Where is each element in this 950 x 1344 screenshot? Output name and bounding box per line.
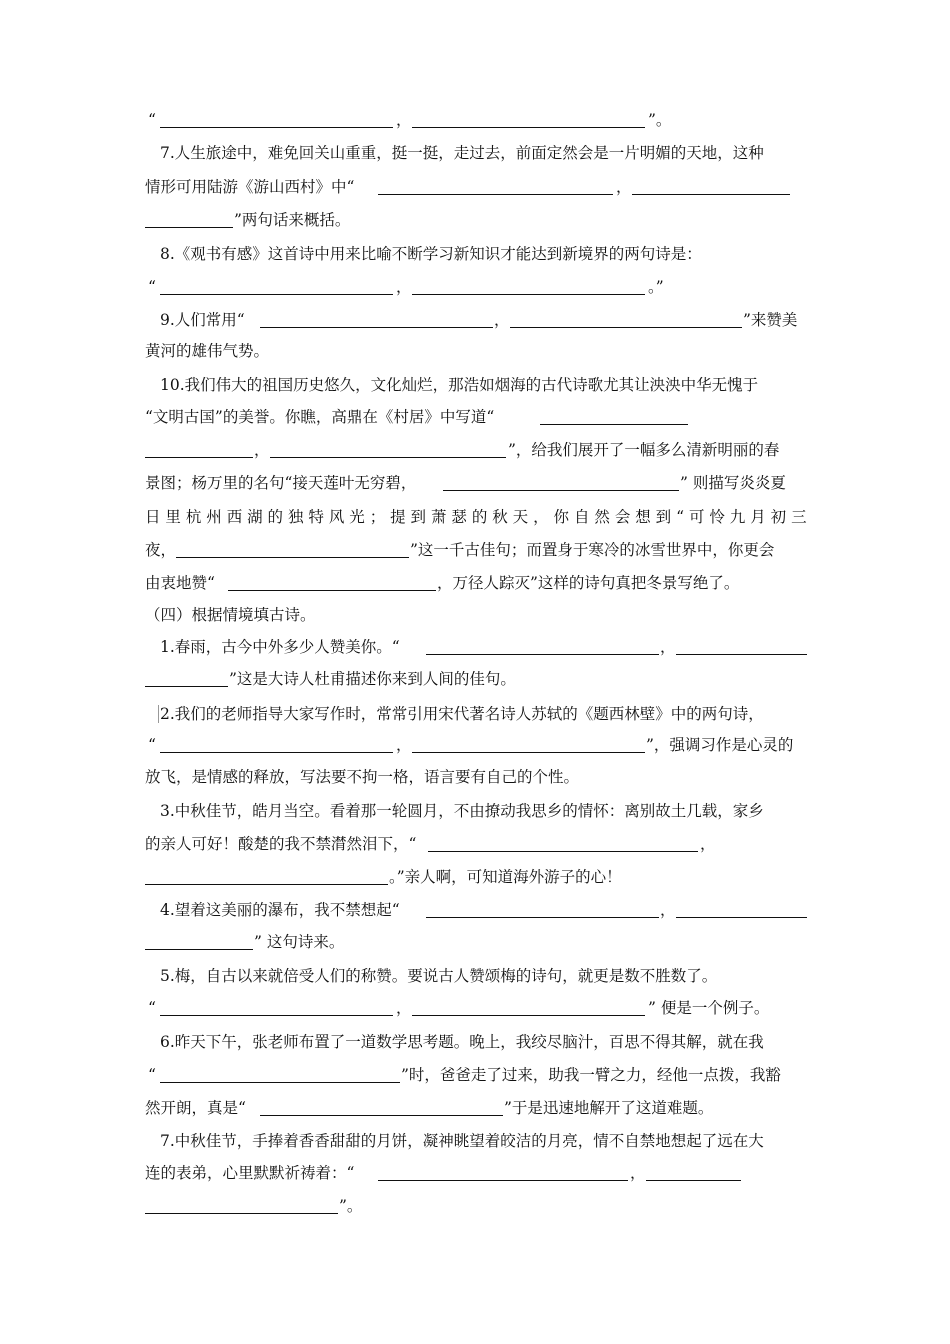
text-line bbox=[0, 272, 950, 302]
answer-blank[interactable] bbox=[260, 1115, 503, 1116]
text-line bbox=[0, 1060, 950, 1090]
text-run: 景图；杨万里的名句“接天莲叶无穷碧， bbox=[145, 474, 417, 492]
answer-blank[interactable] bbox=[145, 1213, 338, 1214]
text-run: ， bbox=[630, 1164, 646, 1182]
text-line bbox=[0, 993, 950, 1023]
text-run: ， bbox=[494, 311, 510, 329]
answer-blank[interactable] bbox=[145, 227, 233, 228]
text-line bbox=[0, 961, 950, 991]
text-line bbox=[0, 305, 950, 335]
answer-blank[interactable] bbox=[228, 590, 436, 591]
text-line bbox=[0, 239, 950, 269]
text-line bbox=[0, 502, 950, 532]
text-run: 放飞，是情感的释放，写法要不拘一格，语言要有自己的个性。 bbox=[145, 768, 580, 786]
text-line bbox=[0, 862, 950, 892]
text-line bbox=[0, 927, 950, 957]
text-line bbox=[0, 600, 950, 630]
answer-blank[interactable] bbox=[412, 1015, 645, 1016]
text-run: ” 这句诗来。 bbox=[254, 933, 345, 951]
text-line bbox=[0, 205, 950, 235]
answer-blank[interactable] bbox=[426, 654, 659, 655]
text-run: “ bbox=[148, 736, 156, 754]
text-line bbox=[0, 730, 950, 760]
text-line bbox=[0, 468, 950, 498]
answer-blank[interactable] bbox=[540, 424, 688, 425]
text-line bbox=[0, 568, 950, 598]
text-line bbox=[0, 829, 950, 859]
text-run: 10.我们伟大的祖国历史悠久，文化灿烂，那浩如烟海的古代诗歌尤其让泱泱中华无愧于 bbox=[160, 376, 759, 394]
text-line bbox=[0, 138, 950, 168]
text-run: ， bbox=[396, 999, 412, 1017]
text-line bbox=[0, 105, 950, 135]
text-run: ”于是迅速地解开了这道难题。 bbox=[504, 1099, 714, 1117]
answer-blank[interactable] bbox=[646, 1180, 741, 1181]
text-run: ”，强调习作是心灵的 bbox=[646, 736, 794, 754]
answer-blank[interactable] bbox=[676, 654, 807, 655]
text-run: ， bbox=[396, 278, 412, 296]
text-run: 7.中秋佳节，手捧着香香甜甜的月饼，凝神眺望着皎洁的月亮，情不自禁地想起了远在大 bbox=[160, 1132, 764, 1150]
answer-blank[interactable] bbox=[176, 557, 409, 558]
answer-blank[interactable] bbox=[160, 294, 393, 295]
answer-blank[interactable] bbox=[443, 490, 679, 491]
text-run: ，万径人踪灭”这样的诗句真把冬景写绝了。 bbox=[437, 574, 740, 592]
text-line bbox=[0, 1126, 950, 1156]
text-line bbox=[0, 1093, 950, 1123]
text-run: 3.中秋佳节，皓月当空。看着那一轮圆月，不由撩动我思乡的情怀：离别故土几载，家乡 bbox=[160, 802, 764, 820]
answer-blank[interactable] bbox=[412, 127, 645, 128]
answer-blank[interactable] bbox=[676, 917, 807, 918]
text-run: 日 里 杭 州 西 湖 的 独 特 风 光 ； 提 到 萧 瑟 的 秋 天 ， 你 自 然 会 想 到 “ 可 怜 九 月 初 三 bbox=[145, 508, 807, 526]
text-line bbox=[0, 1158, 950, 1188]
text-run: ， bbox=[660, 638, 676, 656]
answer-blank[interactable] bbox=[428, 851, 698, 852]
text-run: ”。 bbox=[339, 1197, 363, 1215]
text-run: ”这一千古佳句；而置身于寒冷的冰雪世界中，你更会 bbox=[410, 541, 775, 559]
answer-blank[interactable] bbox=[412, 294, 645, 295]
text-run: 的亲人可好！酸楚的我不禁潸然泪下，“ bbox=[145, 835, 417, 853]
text-run: 。”亲人啊，可知道海外游子的心！ bbox=[389, 868, 622, 886]
text-run: ” 则描写炎炎夏 bbox=[680, 474, 786, 492]
text-run: “ bbox=[148, 1066, 156, 1084]
text-line bbox=[0, 172, 950, 202]
text-run: 7.人生旅途中，难免回关山重重，挺一挺，走过去，前面定然会是一片明媚的天地，这种 bbox=[160, 144, 764, 162]
text-line bbox=[0, 664, 950, 694]
answer-blank[interactable] bbox=[160, 127, 393, 128]
text-line bbox=[0, 402, 950, 432]
text-run: 然开朗，真是“ bbox=[145, 1099, 246, 1117]
text-run: 2.我们的老师指导大家写作时，常常引用宋代著名诗人苏轼的《题西林壁》中的两句诗， bbox=[160, 705, 764, 723]
answer-blank[interactable] bbox=[145, 949, 253, 950]
answer-blank[interactable] bbox=[378, 194, 613, 195]
text-line bbox=[0, 762, 950, 792]
text-run: 1.春雨，古今中外多少人赞美你。“ bbox=[160, 638, 400, 656]
text-line bbox=[0, 632, 950, 662]
answer-blank[interactable] bbox=[270, 457, 506, 458]
text-run: 黄河的雄伟气势。 bbox=[145, 342, 270, 360]
answer-blank[interactable] bbox=[426, 917, 659, 918]
text-cursor bbox=[158, 705, 159, 723]
text-run: ”来赞美 bbox=[743, 311, 798, 329]
text-run: ”时，爸爸走了过来，助我一臂之力，经他一点拨，我豁 bbox=[401, 1066, 781, 1084]
text-line bbox=[0, 370, 950, 400]
text-run: 情形可用陆游《游山西村》中“ bbox=[145, 178, 355, 196]
answer-blank[interactable] bbox=[260, 327, 493, 328]
text-run: “文明古国”的美誉。你瞧，高鼎在《村居》中写道“ bbox=[145, 408, 495, 426]
text-run: ”。 bbox=[648, 111, 672, 129]
text-line bbox=[0, 435, 950, 465]
text-run: 9.人们常用“ bbox=[160, 311, 245, 329]
text-run: （四）根据情境填古诗。 bbox=[145, 606, 316, 624]
answer-blank[interactable] bbox=[510, 327, 742, 328]
answer-blank[interactable] bbox=[145, 686, 228, 687]
text-line bbox=[0, 336, 950, 366]
answer-blank[interactable] bbox=[145, 884, 388, 885]
answer-blank[interactable] bbox=[145, 457, 253, 458]
text-run: ， bbox=[396, 736, 412, 754]
text-run: 6.昨天下午，张老师布置了一道数学思考题。晚上，我绞尽脑汁，百思不得其解，就在我 bbox=[160, 1033, 764, 1051]
text-run: 5.梅，自古以来就倍受人们的称赞。要说古人赞颂梅的诗句，就更是数不胜数了。 bbox=[160, 967, 718, 985]
text-run: 。” bbox=[648, 278, 664, 296]
text-line bbox=[0, 535, 950, 565]
text-line bbox=[0, 1191, 950, 1221]
text-run: ”，给我们展开了一幅多么清新明丽的春 bbox=[508, 441, 780, 459]
answer-blank[interactable] bbox=[160, 1082, 400, 1083]
answer-blank[interactable] bbox=[160, 752, 393, 753]
text-line bbox=[0, 796, 950, 826]
answer-blank[interactable] bbox=[412, 752, 645, 753]
text-run: ， bbox=[616, 178, 632, 196]
text-run: ， bbox=[660, 901, 676, 919]
answer-blank[interactable] bbox=[160, 1015, 393, 1016]
text-run: ， bbox=[396, 111, 412, 129]
text-run: ” 便是一个例子。 bbox=[648, 999, 770, 1017]
answer-blank[interactable] bbox=[632, 194, 790, 195]
text-run: ”两句话来概括。 bbox=[234, 211, 351, 229]
text-line bbox=[0, 1027, 950, 1057]
text-run: 连的表弟，心里默默祈祷着：“ bbox=[145, 1164, 355, 1182]
text-run: “ bbox=[148, 278, 156, 296]
text-line bbox=[0, 895, 950, 925]
text-line bbox=[0, 699, 950, 729]
text-run: “ bbox=[148, 999, 156, 1017]
text-run: 4.望着这美丽的瀑布，我不禁想起“ bbox=[160, 901, 400, 919]
text-run: ， bbox=[254, 441, 270, 459]
text-run: ”这是大诗人杜甫描述你来到人间的佳句。 bbox=[229, 670, 516, 688]
text-run: “ bbox=[148, 111, 156, 129]
text-run: ， bbox=[700, 835, 716, 853]
text-run: 由衷地赞“ bbox=[145, 574, 215, 592]
text-run: 夜， bbox=[145, 541, 177, 559]
text-run: 8.《观书有感》这首诗中用来比喻不断学习新知识才能达到新境界的两句诗是： bbox=[160, 245, 702, 263]
answer-blank[interactable] bbox=[378, 1180, 628, 1181]
